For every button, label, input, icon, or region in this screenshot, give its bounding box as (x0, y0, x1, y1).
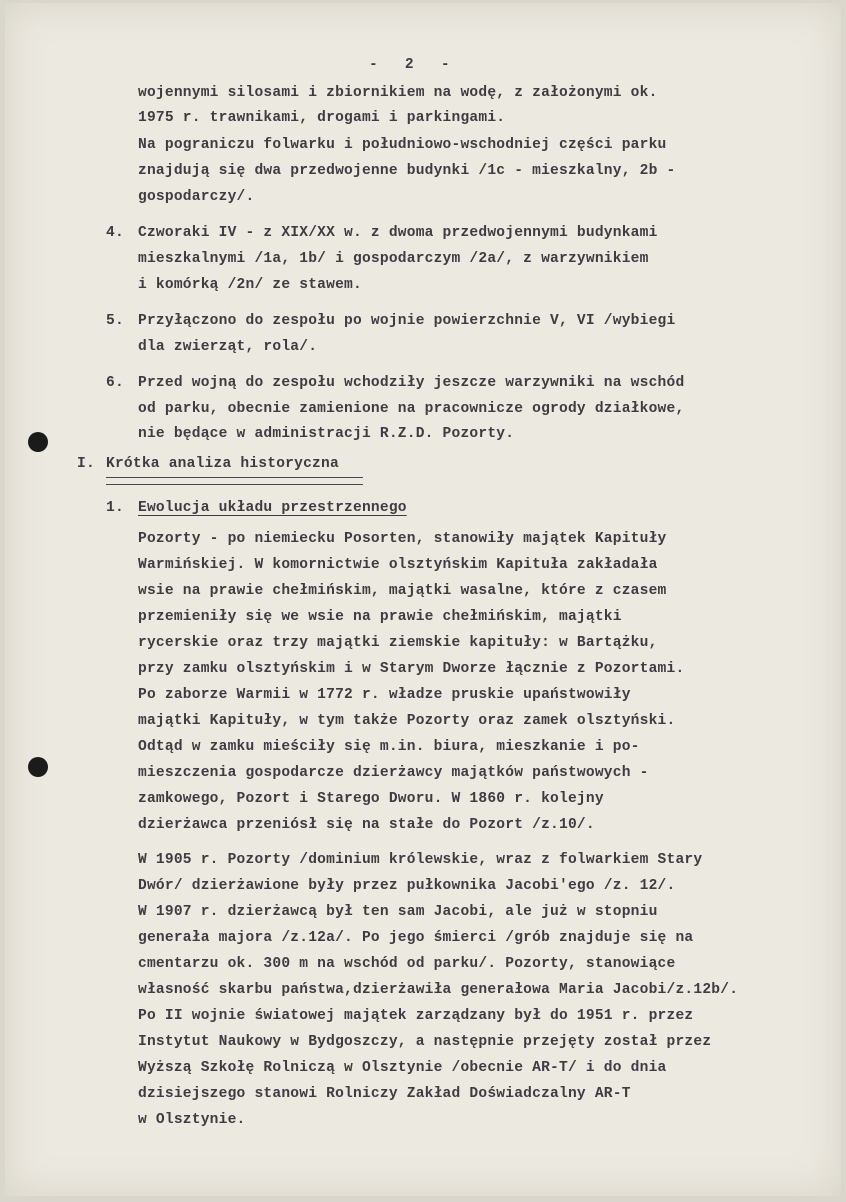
text-line: Po zaborze Warmii w 1772 r. władze pruskie upaństwowiły (138, 687, 631, 703)
text-line: W 1905 r. Pozorty /dominium królewskie, wraz z folwarkiem Stary (138, 852, 703, 868)
punch-hole-bottom (28, 757, 48, 777)
text-line: przy zamku olsztyńskim i w Starym Dworze łącznie z Pozortami. (138, 661, 685, 677)
section-title: Krótka analiza historyczna (106, 456, 339, 472)
text-line: Dwór/ dzierżawione były przez pułkownika Jacobi'ego /z. 12/. (138, 878, 676, 894)
item-number: 4. (106, 225, 124, 241)
text-line: W 1907 r. dzierżawcą był ten sam Jacobi, ale już w stopniu (138, 904, 658, 920)
text-line: w Olsztynie. (138, 1112, 246, 1128)
item-number: 6. (106, 375, 124, 391)
text-line: dzierżawca przeniósł się na stałe do Pozort /z.10/. (138, 817, 595, 833)
text-line: nie będące w administracji R.Z.D. Pozorty. (138, 426, 515, 442)
text-line: Instytut Naukowy w Bydgoszczy, a następnie przejęty został przez (138, 1034, 712, 1050)
item-number: 5. (106, 313, 124, 329)
text-line: mieszczenia gospodarcze dzierżawcy majątków państwowych - (138, 765, 649, 781)
text-line: przemieniły się we wsie na prawie chełmińskim, majątki (138, 609, 622, 625)
text-line: własność skarbu państwa,dzierżawiła generałowa Maria Jacobi/z.12b/. (138, 982, 739, 998)
text-line: rycerskie oraz trzy majątki ziemskie kapituły: w Bartążku, (138, 635, 658, 651)
text-line: zamkowego, Pozort i Starego Dworu. W 1860 r. kolejny (138, 791, 604, 807)
text-line: Na pograniczu folwarku i południowo-wschodniej części parku (138, 137, 667, 153)
punch-hole-top (28, 432, 48, 452)
text-line: generała majora /z.12a/. Po jego śmierci /grób znajduje się na (138, 930, 694, 946)
text-line: od parku, obecnie zamienione na pracownicze ogrody działkowe, (138, 401, 685, 417)
text-line: Przed wojną do zespołu wchodziły jeszcze warzywniki na wschód (138, 375, 685, 391)
text-line: cmentarzu ok. 300 m na wschód od parku/. Pozorty, stanowiące (138, 956, 676, 972)
text-line: i komórką /2n/ ze stawem. (138, 277, 362, 293)
subsection-title: Ewolucja układu przestrzennego (138, 500, 407, 516)
subsection-number: 1. (106, 500, 124, 516)
text-line: Pozorty - po niemiecku Posorten, stanowiły majątek Kapituły (138, 531, 667, 547)
text-line: wsie na prawie chełmińskim, majątki wasalne, które z czasem (138, 583, 667, 599)
text-line: mieszkalnymi /1a, 1b/ i gospodarczym /2a/, z warzywnikiem (138, 251, 649, 267)
text-line: Czworaki IV - z XIX/XX w. z dwoma przedwojennymi budynkami (138, 225, 658, 241)
text-line: dzisiejszego stanowi Rolniczy Zakład Doświadczalny AR-T (138, 1086, 631, 1102)
text-line: wojennymi silosami i zbiornikiem na wodę, z założonymi ok. (138, 85, 658, 101)
section-underline (106, 477, 363, 485)
text-line: Warmińskiej. W komornictwie olsztyńskim Kapituła zakładała (138, 557, 658, 573)
text-line: gospodarczy/. (138, 189, 255, 205)
section-number: I. (77, 456, 95, 472)
text-line: 1975 r. trawnikami, drogami i parkingami. (138, 110, 506, 126)
document-page (5, 3, 841, 1196)
text-line: Wyższą Szkołę Rolniczą w Olsztynie /obecnie AR-T/ i do dnia (138, 1060, 667, 1076)
text-line: dla zwierząt, rola/. (138, 339, 318, 355)
text-line: znajdują się dwa przedwojenne budynki /1c - mieszkalny, 2b - (138, 163, 676, 179)
text-line: Przyłączono do zespołu po wojnie powierzchnie V, VI /wybiegi (138, 313, 676, 329)
text-line: Odtąd w zamku mieściły się m.in. biura, mieszkanie i po- (138, 739, 640, 755)
text-line: majątki Kapituły, w tym także Pozorty oraz zamek olsztyński. (138, 713, 676, 729)
page-number: - 2 - (369, 57, 450, 73)
text-line: Po II wojnie światowej majątek zarządzany był do 1951 r. przez (138, 1008, 694, 1024)
